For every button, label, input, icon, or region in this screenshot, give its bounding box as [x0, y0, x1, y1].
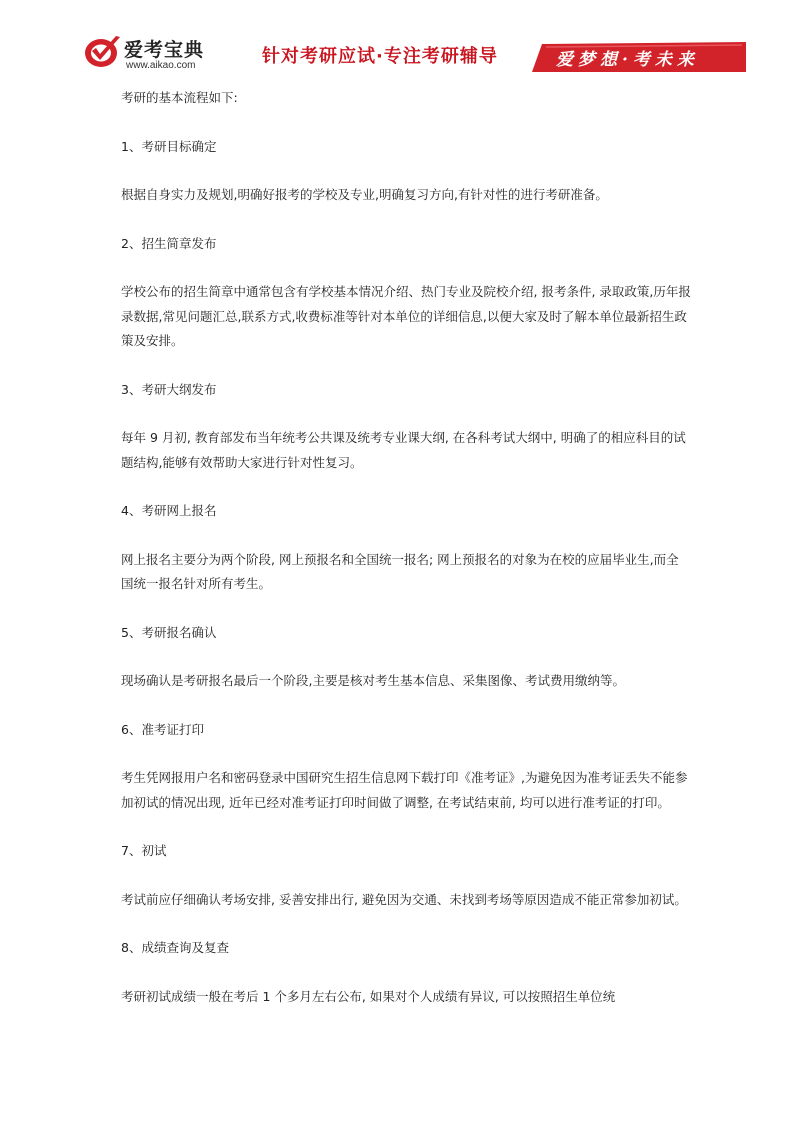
section-body: 学校公布的招生简章中通常包含有学校基本情况介绍、热门专业及院校介绍, 报考条件, 录取政策,历年报录数据,常见问题汇总,联系方式,收费标准等针对本单位的详细信息,以便大家及时了解本单位最新招生政策及安排。 — [121, 284, 691, 348]
section-body: 根据自身实力及规划,明确好报考的学校及专业,明确复习方向,有针对性的进行考研准备。 — [121, 187, 608, 202]
section-heading: 7、初试 — [121, 843, 167, 858]
section-body: 现场确认是考研报名最后一个阶段,主要是核对考生基本信息、采集图像、考试费用缴纳等。 — [121, 673, 625, 688]
section-body: 考研初试成绩一般在考后 1 个多月左右公布, 如果对个人成绩有异议, 可以按照招生单位统 — [121, 988, 616, 1004]
brand-url: www.aikao.com — [126, 60, 196, 71]
section-body: 网上报名主要分为两个阶段, 网上预报名和全国统一报名; 网上预报名的对象为在校的应届毕业生,而全国统一报名针对所有考生。 — [121, 551, 679, 591]
intro-text: 考研的基本流程如下: — [121, 90, 238, 105]
section-heading: 5、考研报名确认 — [121, 624, 217, 640]
header-motto: 爱梦想·考未来 — [556, 50, 699, 70]
document-body — [121, 84, 691, 1009]
section-heading: 3、考研大纲发布 — [121, 381, 217, 397]
header-slogan: 针对考研应试·专注考研辅导 — [262, 46, 498, 67]
section-body: 每年 9 月初, 教育部发布当年统考公共课及统考专业课大纲, 在各科考试大纲中, 明确了的相应科目的试题结构,能够有效帮助大家进行针对性复习。 — [121, 430, 686, 470]
page-header — [0, 30, 800, 80]
checkmark-badge-icon — [82, 34, 122, 70]
section-body: 考试前应仔细确认考场安排, 妥善安排出行, 避免因为交通、未找到考场等原因造成不能正常参加初试。 — [121, 891, 687, 907]
section-body: 考生凭网报用户名和密码登录中国研究生招生信息网下载打印《准考证》,为避免因为准考证丢失不能参加初试的情况出现, 近年已经对准考证打印时间做了调整, 在考试结束前, 均可以进行准考证的打印。 — [121, 770, 688, 810]
brand-name: 爱考宝典 — [124, 39, 205, 61]
section-heading: 8、成绩查询及复查 — [121, 940, 229, 955]
section-heading: 6、准考证打印 — [121, 721, 204, 737]
section-heading: 1、考研目标确定 — [121, 138, 217, 154]
section-heading: 2、招生简章发布 — [121, 235, 217, 251]
section-heading: 4、考研网上报名 — [121, 503, 217, 518]
